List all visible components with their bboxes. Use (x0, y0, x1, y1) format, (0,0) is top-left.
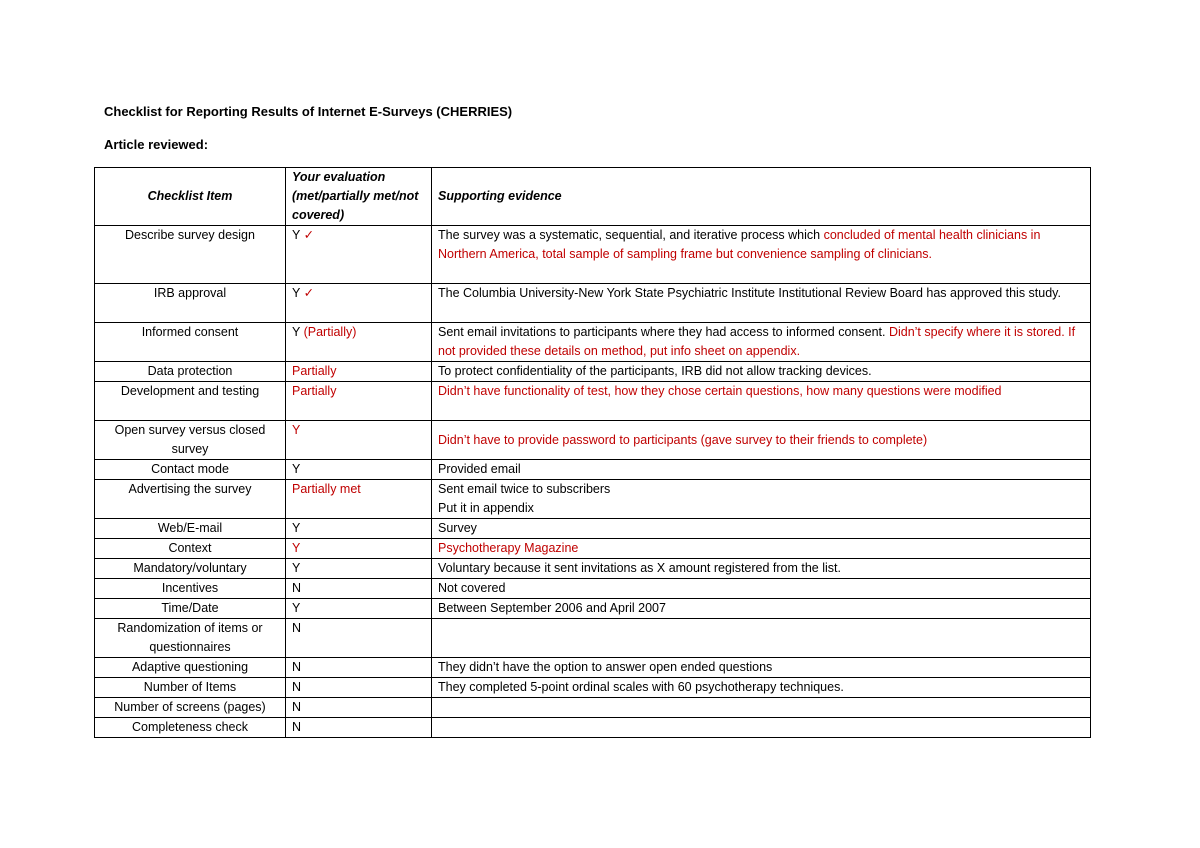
document-title: Checklist for Reporting Results of Internet E-Surveys (CHERRIES) (104, 104, 513, 119)
row-evidence: Not covered (432, 579, 1091, 599)
table-row (95, 678, 1091, 698)
table-row (95, 718, 1091, 738)
header-checklist-item: Checklist Item (95, 168, 286, 226)
row-item: Number of Items (95, 678, 286, 698)
row-evidence: They completed 5-point ordinal scales with 60 psychotherapy techniques. (432, 678, 1091, 698)
row-evidence (432, 718, 1091, 738)
table-row (95, 284, 1091, 323)
table-row (95, 698, 1091, 718)
cherries-checklist-table (94, 167, 1091, 738)
row-item: Open survey versus closed survey (95, 421, 286, 460)
table-row (95, 362, 1091, 382)
row-evaluation: Y ✓ (286, 284, 432, 323)
header-evaluation: Your evaluation (met/partially met/not covered) (286, 168, 432, 226)
row-evaluation: Y (286, 421, 432, 460)
row-evidence (432, 619, 1091, 658)
table-header-row (95, 168, 1091, 226)
row-item: Context (95, 539, 286, 559)
row-evaluation: Y (286, 519, 432, 539)
table-row (95, 480, 1091, 519)
table-row (95, 460, 1091, 480)
table-row (95, 226, 1091, 284)
table-row (95, 658, 1091, 678)
row-item: Data protection (95, 362, 286, 382)
row-item: Contact mode (95, 460, 286, 480)
row-evidence: Sent email invitations to participants where they had access to informed consent. Didn’t specify where it is stored. If not provided these details on method, put info sheet on appendix. (432, 323, 1091, 362)
row-evidence: The survey was a systematic, sequential, and iterative process which concluded of mental health clinicians in Northern America, total sample of sampling frame but convenience sampling of clinicians. (432, 226, 1091, 284)
row-evidence: Psychotherapy Magazine (432, 539, 1091, 559)
row-item: Adaptive questioning (95, 658, 286, 678)
row-evaluation: Y (286, 599, 432, 619)
row-evaluation: N (286, 579, 432, 599)
row-item: Incentives (95, 579, 286, 599)
table-row (95, 579, 1091, 599)
checkmark-icon: ✓ (303, 286, 315, 300)
row-evidence: Sent email twice to subscribers Put it in appendix (432, 480, 1091, 519)
row-item: Completeness check (95, 718, 286, 738)
table-row (95, 519, 1091, 539)
row-evidence: They didn’t have the option to answer open ended questions (432, 658, 1091, 678)
row-evaluation: Y ✓ (286, 226, 432, 284)
row-item: Time/Date (95, 599, 286, 619)
row-evidence: Provided email (432, 460, 1091, 480)
table-row (95, 619, 1091, 658)
row-evaluation: N (286, 678, 432, 698)
row-evidence: Didn’t have functionality of test, how they chose certain questions, how many questions were modified (432, 382, 1091, 421)
row-evaluation: Y (286, 559, 432, 579)
table-row (95, 421, 1091, 460)
table-row (95, 599, 1091, 619)
table-row (95, 382, 1091, 421)
table-body (95, 226, 1091, 738)
row-evidence (432, 698, 1091, 718)
row-evidence: To protect confidentiality of the participants, IRB did not allow tracking devices. (432, 362, 1091, 382)
row-evaluation: Y (286, 539, 432, 559)
row-item: Mandatory/voluntary (95, 559, 286, 579)
row-item: Informed consent (95, 323, 286, 362)
row-evaluation: Y (Partially) (286, 323, 432, 362)
table-row (95, 539, 1091, 559)
row-item: IRB approval (95, 284, 286, 323)
row-evidence: Didn’t have to provide password to participants (gave survey to their friends to complete) (432, 421, 1091, 460)
row-evaluation: N (286, 619, 432, 658)
table-row (95, 559, 1091, 579)
row-evaluation: Partially (286, 362, 432, 382)
row-evidence: Between September 2006 and April 2007 (432, 599, 1091, 619)
row-item: Web/E-mail (95, 519, 286, 539)
row-item: Development and testing (95, 382, 286, 421)
row-item: Randomization of items or questionnaires (95, 619, 286, 658)
row-evaluation: Y (286, 460, 432, 480)
row-evaluation: Partially met (286, 480, 432, 519)
row-evaluation: N (286, 658, 432, 678)
article-reviewed-label: Article reviewed: (104, 137, 209, 152)
table-row (95, 323, 1091, 362)
row-evidence: Survey (432, 519, 1091, 539)
row-evaluation: Partially (286, 382, 432, 421)
checkmark-icon: ✓ (303, 228, 315, 242)
row-evaluation: N (286, 698, 432, 718)
row-evidence: Voluntary because it sent invitations as X amount registered from the list. (432, 559, 1091, 579)
row-evaluation: N (286, 718, 432, 738)
header-supporting-evidence: Supporting evidence (432, 168, 1091, 226)
row-item: Describe survey design (95, 226, 286, 284)
row-item: Number of screens (pages) (95, 698, 286, 718)
row-evidence: The Columbia University-New York State Psychiatric Institute Institutional Review Board has approved this study. (432, 284, 1091, 323)
row-item: Advertising the survey (95, 480, 286, 519)
